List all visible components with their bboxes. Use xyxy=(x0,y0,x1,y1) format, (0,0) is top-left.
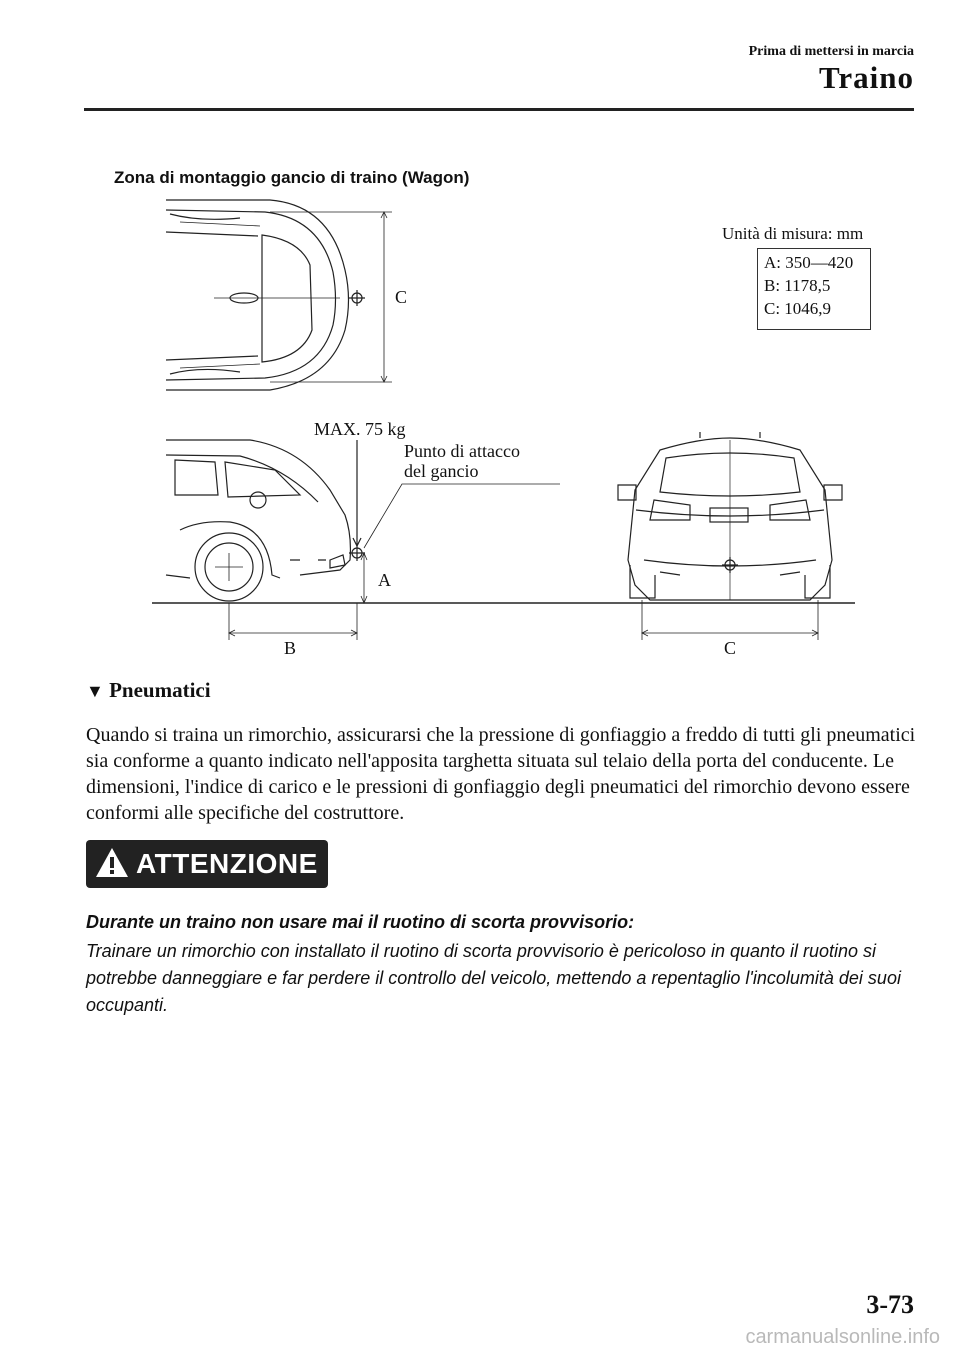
dimension-c-rear xyxy=(642,600,818,640)
subheading-text: Pneumatici xyxy=(109,678,211,702)
rear-wheel xyxy=(195,533,263,601)
label-hitch-point xyxy=(404,441,520,481)
dimension-a-value: A: 350—420 xyxy=(764,253,854,272)
dimension-a xyxy=(361,553,367,603)
subheading xyxy=(86,678,211,703)
warning-icon xyxy=(94,846,130,880)
dimension-c-top xyxy=(270,212,392,382)
label-c-rear: C xyxy=(724,638,737,658)
dimensions-box xyxy=(757,248,871,330)
max-load-arrow xyxy=(353,440,361,546)
dimension-b xyxy=(229,603,357,640)
triangle-down-icon: ▼ xyxy=(86,681,104,701)
warning-title: Durante un traino non usare mai il ruotino di scorta provvisorio: xyxy=(86,912,635,932)
figure-caption: Zona di montaggio gancio di traino (Wagon) xyxy=(114,168,470,187)
label-hitch-point-line1: Punto di attacco xyxy=(404,441,520,461)
label-c-top: C xyxy=(395,287,408,307)
warning-banner xyxy=(86,840,328,888)
warning-body: Trainare un rimorchio con installato il ruotino di scorta provvisorio è pericoloso in quanto il ruotino si potrebbe danneggiare e far perdere il controllo del veicolo, mettendo a repentaglio l'incolumità dei suoi occupanti. xyxy=(86,941,901,1015)
label-b: B xyxy=(284,638,297,658)
tow-hitch-diagram xyxy=(0,0,960,670)
car-side-view xyxy=(166,440,350,578)
body-paragraph: Quando si traina un rimorchio, assicurarsi che la pressione di gonfiaggio a freddo di tutti gli pneumatici sia conforme a quanto indicato nell'apposita targhetta situata sul telaio della porta del conducente. Le dimensioni, l'indice di carico e le pressioni di gonfiaggio degli pneumatici del rimorchio devono essere conformi alle specifiche del costruttore. xyxy=(86,724,916,824)
dimension-b-value: B: 1178,5 xyxy=(764,276,831,295)
hitch-point-top-icon xyxy=(349,290,365,306)
section-title: Prima di mettersi in marcia xyxy=(748,44,914,59)
hitch-point-rear-icon xyxy=(722,440,738,600)
label-hitch-point-line2: del gancio xyxy=(404,461,479,481)
warning-label: ATTENZIONE xyxy=(136,848,318,879)
chapter-title: Traino xyxy=(819,60,914,95)
page-number: 3-73 xyxy=(866,1290,914,1319)
label-max-load: MAX. 75 kg xyxy=(314,419,406,439)
hitch-leader-line xyxy=(364,484,560,548)
units-label: Unità di misura: mm xyxy=(722,224,864,243)
hitch-point-side-icon xyxy=(349,545,365,561)
label-a: A xyxy=(378,570,391,590)
car-top-view xyxy=(166,200,349,390)
dimension-c-value: C: 1046,9 xyxy=(764,299,832,318)
watermark: carmanualsonline.info xyxy=(745,1326,940,1348)
